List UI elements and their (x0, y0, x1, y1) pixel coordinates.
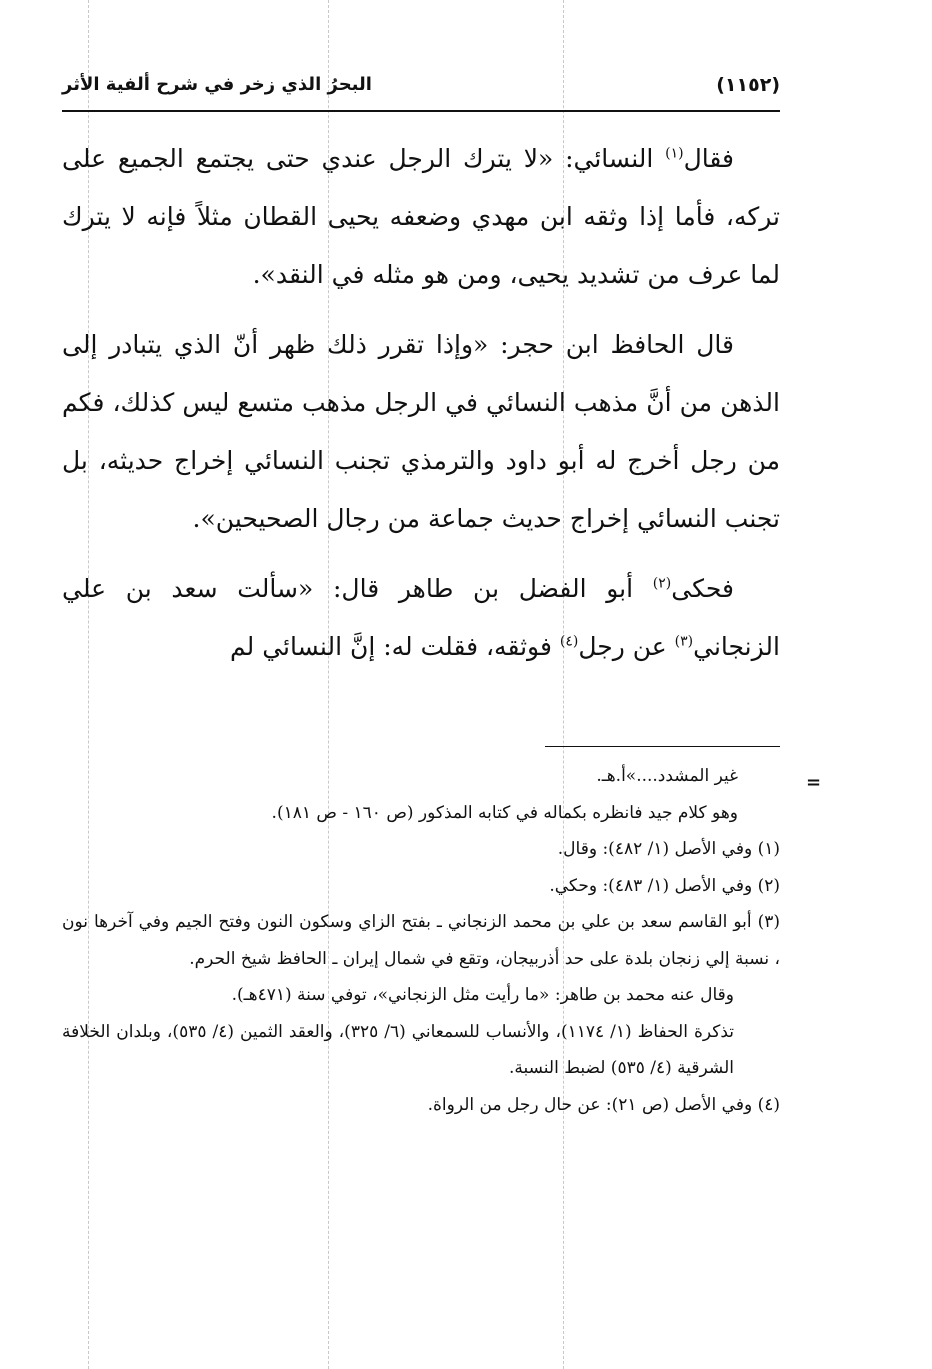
page-header (62, 70, 780, 110)
footnote-3-continued: وقال عنه محمد بن طاهر: «ما رأيت مثل الزنجاني»، توفي سنة (٤٧١هـ). (231, 985, 734, 1005)
footnote-ref-1: (١) (665, 145, 684, 162)
footnote-3-sources: تذكرة الحفاظ (١/ ١١٧٤)، والأنساب للسمعاني (٦/ ٣٢٥)، والعقد الثمين (٤/ ٥٣٥)، وبلدان الخلافة الشرقية (٤/ ٥٣٥) لضبط النسبة. (62, 1021, 734, 1078)
footnote-continuation: وهو كلام جيد فانظره بكماله في كتابه المذكور (ص ١٦٠ - ص ١٨١). (271, 802, 738, 823)
main-text (62, 130, 780, 688)
footnote-ref-4: (٤) (559, 633, 579, 650)
paragraph-ibn-hajar: قال الحافظ ابن حجر: «وإذا تقرر ذلك ظهر أنّ الذي يتبادر إلى الذهن من أنَّ مذهب النسائي في الرجل مذهب متسع ليس كذلك، فكم من رجل أخرج له أبو داود والترمذي تجنب النسائي إخراج حديثه، بل تجنب النسائي إخراج حديث جماعة من رجال الصحيحين». (62, 330, 780, 533)
paragraph-ibn-tahir (62, 560, 780, 676)
paragraph-nasai-quote (62, 130, 780, 304)
paragraph-text: فحكى (671, 574, 734, 603)
footnote-separator (545, 746, 780, 747)
footnote-4: (٤) وفي الأصل (ص ٢١): عن حال رجل من الرواة. (427, 1094, 780, 1115)
footnote-ref-2: (٢) (652, 575, 672, 592)
footnote-1: (١) وفي الأصل (١/ ٤٨٢): وقال. (557, 839, 780, 859)
paragraph-text: النسائي: «لا يترك الرجل عندي حتى يجتمع الجميع على تركه، فأما إذا وثقه ابن مهدي وضعفه يحيى القطان مثلاً فإنه لا يترك لما عرف من تشديد يحيى، ومن هو مثله في النقد». (62, 144, 780, 289)
paragraph-text: أبو الفضل بن طاهر قال: «سألت سعد بن علي الزنجاني (62, 574, 780, 661)
page-number: (١١٥٢) (716, 74, 780, 96)
footnotes (62, 758, 780, 1123)
footnote-3: (٣) أبو القاسم سعد بن علي بن محمد الزنجاني ـ بفتح الزاي وسكون النون وفتح الجيم وفي آخرها نون ، نسبة إلي زنجان بلدة على حد أذربيجان، وتقع في شمال إيران ـ الحافظ شيخ الحرم. (62, 912, 780, 969)
header-rule (62, 110, 780, 112)
paragraph-text: فقال (683, 144, 734, 173)
footnote-ref-3: (٣) (674, 633, 694, 650)
footnote-continuation: غير المشدد....»أ.هـ. (596, 766, 738, 786)
paragraph-text: عن رجل (578, 632, 675, 661)
continuation-mark: = (806, 772, 822, 793)
paragraph-text: فوثقه، فقلت له: إنَّ النسائي لم (230, 632, 560, 661)
footnote-2: (٢) وفي الأصل (١/ ٤٨٣): وحكي. (549, 875, 780, 896)
running-title: البحرُ الذي زخر في شرح ألفية الأثر (62, 74, 372, 95)
